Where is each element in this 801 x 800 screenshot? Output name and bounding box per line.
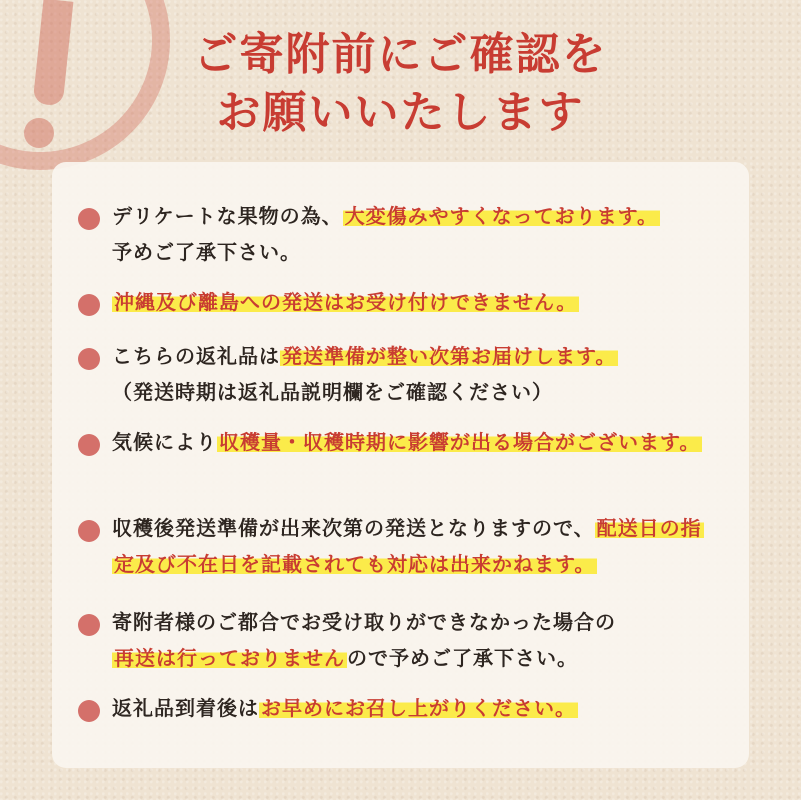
bullet-icon (78, 700, 100, 722)
item-text (112, 424, 718, 460)
item-highlight: 発送準備が整い次第お届けします。 (282, 344, 617, 368)
item-text (112, 198, 738, 270)
list-item (78, 198, 738, 270)
list-item (78, 604, 738, 676)
item-pre: 気候により (112, 430, 217, 454)
item-pre: 寄附者様のご都合でお受け取りができなかった場合の (112, 610, 616, 634)
item-highlight: お早めにお召し上がりください。 (261, 696, 576, 720)
list-item (78, 690, 738, 726)
title-line-1: ご寄附前にご確認を (193, 29, 608, 80)
item-pre: 返礼品到着後は (112, 696, 259, 720)
item-highlight: 沖縄及び離島への発送はお受け付けできません。 (114, 290, 578, 314)
item-text (112, 690, 738, 726)
item-text (112, 604, 738, 676)
item-post: ので予めご了承下さい。 (347, 646, 578, 670)
title-line-2: お願いいたします (216, 87, 585, 138)
bullet-icon (78, 294, 100, 316)
item-highlight: 収穫量・収穫時期に影響が出る場合がございます。 (219, 430, 701, 454)
bullet-icon (78, 614, 100, 636)
list-item (78, 284, 738, 320)
item-highlight: 大変傷みやすくなっております。 (344, 204, 659, 228)
bullet-icon (78, 434, 100, 456)
item-text (112, 338, 738, 410)
item-pre: デリケートな果物の為、 (112, 204, 343, 228)
item-post: （発送時期は返礼品説明欄をご確認ください） (112, 380, 553, 404)
item-highlight: 配送日の指定及び不在日を記載されても対応は出来かねます。 (114, 516, 702, 576)
item-highlight: 再送は行っておりません (114, 646, 345, 670)
bullet-icon (78, 520, 100, 542)
item-post: 予めご了承下さい。 (112, 240, 301, 264)
item-pre: こちらの返礼品は (112, 344, 280, 368)
bullet-icon (78, 348, 100, 370)
page-title (0, 26, 801, 142)
bullet-icon (78, 208, 100, 230)
list-item (78, 424, 718, 460)
item-text (112, 284, 738, 320)
item-pre: 収穫後発送準備が出来次第の発送となりますので、 (112, 516, 595, 540)
list-item (78, 338, 738, 410)
item-text (112, 510, 718, 582)
list-item (78, 510, 718, 582)
